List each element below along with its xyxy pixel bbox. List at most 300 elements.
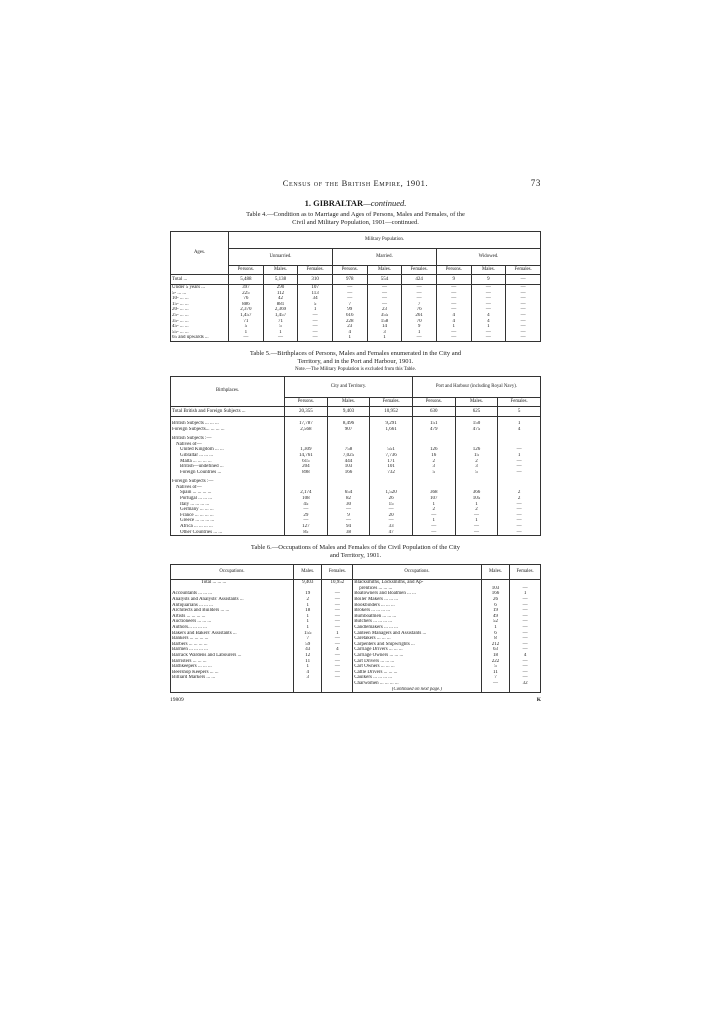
table4-cell: — — [436, 285, 471, 291]
table6-cell: Barmen ... ... ... ... — [171, 647, 294, 653]
table4-cell: — — [402, 291, 437, 297]
table6-cell: — — [510, 619, 541, 625]
table5-cell: — — [498, 524, 541, 530]
table4-cell: 4 — [332, 330, 367, 336]
table4-cell: 424 — [402, 275, 437, 285]
table6-cell: — — [322, 603, 353, 609]
table5-cell: 126 — [455, 447, 498, 453]
table6-cell: — — [322, 653, 353, 659]
table5-cell: 126 — [412, 447, 455, 453]
table4-cell: — — [471, 296, 506, 302]
table5-cell: Natives of— — [171, 485, 285, 491]
table6-cell: 19 — [293, 591, 322, 597]
table4-cell: — — [436, 302, 471, 308]
table4-cell: 3 — [367, 330, 402, 336]
table6-cell: Artists ... ... ... ... — [171, 614, 294, 620]
table4-cell: 55- ... ... — [171, 330, 229, 336]
table4-col-header: Males. — [471, 266, 506, 275]
table6-cell: 1 — [293, 619, 322, 625]
table6-cell: 11 — [481, 670, 510, 676]
table4-cell: 9 — [436, 275, 471, 285]
table4-cell: — — [298, 324, 333, 330]
table4-ages-header: Ages. — [171, 232, 229, 275]
table6-cell: 5 — [481, 664, 510, 670]
table5-cell: 29 — [285, 513, 328, 519]
table4-cell: — — [298, 330, 333, 336]
table6-cell: 212 — [481, 642, 510, 648]
table5-cell: 33 — [370, 524, 413, 530]
table5-cell: 30 — [327, 502, 370, 508]
table6-cell: — — [322, 625, 353, 631]
table6-cell: 63 — [481, 647, 510, 653]
table5-cell: — — [327, 507, 370, 513]
table4-cell: — — [367, 296, 402, 302]
table5-caption-line1: Table 5.—Birthplaces of Persons, Males and Females enumerated in the City and — [249, 349, 462, 357]
table5-cell: 26 — [370, 496, 413, 502]
table6-cell: Butchers ... ... ... ... — [353, 619, 481, 625]
table4-cell: 5- ... ... — [171, 291, 229, 297]
table5-cell: 15 — [455, 453, 498, 459]
table4-cell: — — [506, 324, 541, 330]
section-title-text: 1. GIBRALTAR — [304, 198, 364, 208]
table6-cell: Carpenters and Shipwrights ... — [353, 642, 481, 648]
table6-cell: Auctioneers ... ... ... — [171, 619, 294, 625]
table5-cell: — — [455, 524, 498, 530]
table5-cell: France ... ... ... ... — [171, 513, 285, 519]
table6-col-header: Females. — [510, 565, 541, 580]
table5-cell: 479 — [412, 427, 455, 433]
table4-cell: 5 — [229, 324, 264, 330]
table5-cell: 9,291 — [370, 421, 413, 427]
table6-cell: — — [322, 670, 353, 676]
table4-cell: — — [471, 307, 506, 313]
table4-cell: — — [506, 335, 541, 341]
table6-cell: 4 — [293, 670, 322, 676]
table5-cell: Greece ... ... ... ... — [171, 518, 285, 524]
table5-col-header: Females. — [498, 397, 541, 406]
table4-cell: — — [506, 313, 541, 319]
table5-cell: — — [455, 530, 498, 536]
table4-cell: 1 — [367, 335, 402, 341]
table6-cell: 155 — [293, 631, 322, 637]
table4-cell: 4 — [471, 313, 506, 319]
table6-total-cell: 9,403 — [293, 580, 322, 586]
table4-cell: 4 — [471, 319, 506, 325]
table5-cell: 17,787 — [285, 421, 328, 427]
table6-cell: Billiard Markers ... ... — [171, 675, 294, 681]
table5-port-header: Port and Harbour (including Royal Navy). — [412, 376, 540, 397]
table6-caption-line2: and Territory, 1901. — [329, 552, 382, 560]
table6-caption — [170, 544, 541, 560]
table4-cell: — — [506, 291, 541, 297]
table6-cell: — — [510, 631, 541, 637]
table6-cell: Boiler Makers ... ... ... — [353, 597, 481, 603]
table6-cell: Caulkers ... ... ... ... — [353, 675, 481, 681]
table4-cell: 9 — [402, 324, 437, 330]
table4-col-header: Males. — [263, 266, 298, 275]
table5-cell: 8,496 — [327, 421, 370, 427]
table6-cell: — — [322, 619, 353, 625]
table4-cell: — — [367, 285, 402, 291]
table5 — [170, 376, 541, 536]
table4-cell: — — [298, 335, 333, 341]
table6-empty-cell — [510, 687, 541, 693]
table4-cell: 261 — [402, 313, 437, 319]
table6-cell: 6 — [481, 603, 510, 609]
table5-cell: 151 — [412, 421, 455, 427]
table4-cell: 45- ... ... — [171, 324, 229, 330]
table5-cell: British—undefined ... — [171, 464, 285, 470]
table4-cell: — — [298, 313, 333, 319]
table6-cell: Authors... ... ... ... — [171, 625, 294, 631]
table5-caption-line2: Territory, and in the Port and Harbour, 1901. — [297, 357, 414, 365]
table4-cell: 65 and upwards ... — [171, 335, 229, 341]
table6-cell: 2 — [293, 597, 322, 603]
table4-cell: 10- ... ... — [171, 296, 229, 302]
table5-cell: 1,309 — [285, 447, 328, 453]
table5-cell: — — [327, 518, 370, 524]
table5-cell: 103 — [327, 464, 370, 470]
table5-cell: 366 — [455, 490, 498, 496]
table4-cell: 1 — [436, 324, 471, 330]
table5-cell: 2 — [498, 496, 541, 502]
table4-cell: — — [471, 330, 506, 336]
table4-cell: 23 — [332, 324, 367, 330]
table5-cell: 475 — [455, 427, 498, 433]
table4-cell: 225 — [229, 291, 264, 297]
table6-cell: Canteen Managers and Assistants ... — [353, 631, 481, 637]
table4-cell: 107 — [298, 285, 333, 291]
table6-cell: Boatowners and Boatmen ... ... — [353, 591, 481, 597]
table5-cell: 10,952 — [370, 406, 413, 416]
table4-cell: — — [402, 296, 437, 302]
table6-cell: Analysts and Analysts' Assistants ... — [171, 597, 294, 603]
table4-cell: 290 — [263, 285, 298, 291]
table5-cell: Germany ... ... ... — [171, 507, 285, 513]
table6-cell: — — [510, 636, 541, 642]
table4-cell: 7 — [332, 302, 367, 308]
table6-cell: 103 — [481, 586, 510, 592]
table4-cell: 228 — [332, 319, 367, 325]
section-title — [170, 198, 541, 208]
table4 — [170, 231, 541, 342]
table5-cell: 38 — [327, 530, 370, 536]
table4-col-header: Females. — [298, 266, 333, 275]
table5-cell: Portugal ... ... ... — [171, 496, 285, 502]
table4-widowed-header: Widowed. — [436, 249, 540, 266]
table6-cell: — — [322, 675, 353, 681]
table5-cell: 47 — [370, 530, 413, 536]
table6-col-header: Males. — [481, 565, 510, 580]
table5-cell: 105 — [455, 496, 498, 502]
table6-cell: Architects and Builders ... ... — [171, 608, 294, 614]
table4-cell: — — [436, 296, 471, 302]
table4-col-header: Males. — [367, 266, 402, 275]
table6-cell: 1 — [293, 664, 322, 670]
table5-cell: 654 — [327, 490, 370, 496]
table4-cell: 1 — [298, 307, 333, 313]
table4-cell: — — [332, 285, 367, 291]
table6 — [170, 564, 541, 693]
table4-cell: 70 — [402, 319, 437, 325]
table6-cell: prentices ... ... ... — [353, 586, 481, 592]
table5-cell: 2 — [498, 490, 541, 496]
table6-cell: 32 — [510, 681, 541, 687]
page-footer — [170, 697, 541, 707]
table5-cell: British Subjects ... ... ... — [171, 421, 285, 427]
table5-cell: — — [455, 513, 498, 519]
table4-cell: 1 — [263, 330, 298, 336]
table6-cell: 222 — [481, 659, 510, 665]
table6-cell: — — [510, 647, 541, 653]
table5-cell: 551 — [370, 447, 413, 453]
table6-cell: — — [510, 642, 541, 648]
table4-col-header: Persons. — [229, 266, 264, 275]
table6-cell: 59 — [293, 642, 322, 648]
table6-cell: 11 — [293, 659, 322, 665]
table5-cell: 108 — [285, 496, 328, 502]
table4-cell: 1 — [332, 335, 367, 341]
table6-col-header: Occupations. — [353, 565, 481, 580]
table4-cell: 15- ... ... — [171, 302, 229, 308]
table4-cell: 20- ... ... — [171, 307, 229, 313]
table5-cell: — — [498, 464, 541, 470]
table5-cell: — — [285, 518, 328, 524]
table6-total-cell: Total ... ... ... — [171, 580, 294, 586]
table4-cell: 1,457 — [229, 313, 264, 319]
table4-cell: 42 — [263, 296, 298, 302]
table6-cell: Blacksmiths, Locksmiths, and Ap- — [353, 580, 481, 586]
table6-cell: Antiquarians ... ... ... — [171, 603, 294, 609]
table4-cell: — — [436, 307, 471, 313]
table4-cell: — — [332, 296, 367, 302]
table5-cell: — — [498, 513, 541, 519]
table5-cell: 758 — [327, 447, 370, 453]
table6-cell: 1 — [481, 625, 510, 631]
table6-cell: — — [481, 681, 510, 687]
table5-cell: 368 — [412, 490, 455, 496]
table6-cell: — — [322, 608, 353, 614]
table6-cell: — — [322, 642, 353, 648]
table5-cell: 2 — [412, 459, 455, 465]
table5-cell: — — [412, 524, 455, 530]
table4-total-row — [171, 275, 541, 285]
table5-cell: 94 — [327, 524, 370, 530]
table5-cell: 9 — [327, 513, 370, 519]
table6-cell: Bathkeepers ... ... ... — [171, 664, 294, 670]
table5-cell: 107 — [412, 496, 455, 502]
table5-caption — [170, 350, 541, 366]
table5-cell: Total British and Foreign Subjects ... — [171, 406, 285, 416]
table5-cell: 1,661 — [370, 427, 413, 433]
table4-cell: 554 — [367, 275, 402, 285]
table6-cell: 3 — [293, 675, 322, 681]
table4-cell: 2,369 — [263, 307, 298, 313]
table6-cell: Cart Drivers ... ... ... — [353, 659, 481, 665]
table5-cell: 1 — [455, 518, 498, 524]
table4-cell: — — [506, 319, 541, 325]
table4-cell: 71 — [263, 319, 298, 325]
table5-cell: 204 — [285, 464, 328, 470]
table5-cell: 9,403 — [327, 406, 370, 416]
table4-caption-line2: Civil and Military Population, 1901—continued. — [292, 219, 419, 226]
table6-cell: — — [510, 603, 541, 609]
table4-cell: — — [506, 296, 541, 302]
table6-cell: — — [322, 664, 353, 670]
table6-cell: 18 — [481, 653, 510, 659]
table5-cell: 3 — [412, 464, 455, 470]
table4-cell: 76 — [229, 296, 264, 302]
table6-column-headers — [171, 565, 541, 580]
table5-cell: 630 — [412, 406, 455, 416]
table4-cell: — — [471, 291, 506, 297]
section-title-cont: —continued. — [363, 198, 407, 208]
table6-cell: — — [510, 625, 541, 631]
table4-col-header: Females. — [402, 266, 437, 275]
table5-cell: 2 — [455, 507, 498, 513]
table4-cell: 4 — [436, 313, 471, 319]
table4-caption-line1: Table 4.—Condition as to Marriage and Ages of Persons, Males and Females, of the — [246, 211, 465, 218]
table5-cell: 45 — [285, 502, 328, 508]
table6-cell: 8 — [481, 636, 510, 642]
table4-cell: — — [436, 291, 471, 297]
table6-cell: 26 — [481, 597, 510, 603]
footer-print-code: 19809 — [170, 697, 184, 704]
table4-cell: 71 — [229, 319, 264, 325]
table4-cell: — — [506, 302, 541, 308]
table4-cell: 1 — [402, 330, 437, 336]
table5-cell: 15 — [370, 502, 413, 508]
table5-cell: 171 — [370, 459, 413, 465]
table5-cell: 127 — [285, 524, 328, 530]
table5-cell: — — [498, 507, 541, 513]
table5-cell: Other Countries ... ... — [171, 530, 285, 536]
table5-cell: 14,761 — [285, 453, 328, 459]
table4-cell: — — [298, 319, 333, 325]
table4-group-header: Military Population. — [229, 232, 541, 249]
table5-cell: 5 — [412, 470, 455, 476]
running-title: Census of the British Empire, 1901. — [282, 178, 429, 188]
table4-cell: — — [436, 330, 471, 336]
table5-cell: 7,025 — [327, 453, 370, 459]
table6-cell: Bankers ... ... ... ... — [171, 636, 294, 642]
table5-cell: 907 — [327, 427, 370, 433]
table5-cell: — — [498, 459, 541, 465]
table5-birthplaces-header: Birthplaces. — [171, 376, 285, 406]
table5-cell: 2,568 — [285, 427, 328, 433]
table5-cell: Malta ... ... ... ... — [171, 459, 285, 465]
table4-cell: Total ... — [171, 275, 229, 285]
table6-cell: 1 — [293, 614, 322, 620]
table5-cell: 615 — [285, 459, 328, 465]
table6-caption-line1: Table 6.—Occupations of Males and Females of the Civil Population of the City — [250, 544, 461, 552]
table4-cell: 310 — [298, 275, 333, 285]
table4-cell: — — [367, 302, 402, 308]
table5-col-header: Persons. — [412, 397, 455, 406]
table4-cell: — — [506, 285, 541, 291]
table4-cell: — — [402, 285, 437, 291]
table5-cell: 3 — [455, 464, 498, 470]
table4-cell: 5,138 — [263, 275, 298, 285]
table4-cell: 14 — [367, 324, 402, 330]
table-row — [171, 335, 541, 341]
table4-cell: 9 — [471, 275, 506, 285]
table5-cell: — — [498, 502, 541, 508]
table6-cell: — — [510, 659, 541, 665]
table6-cell: — — [510, 614, 541, 620]
table5-cell: 16 — [412, 453, 455, 459]
table4-cell: 1 — [229, 330, 264, 336]
table6-cell: — — [510, 670, 541, 676]
table4-caption — [170, 211, 541, 227]
table6-cell: 19 — [481, 608, 510, 614]
table6-total-cell: 10,952 — [322, 580, 353, 586]
table6-empty-cell — [171, 687, 294, 693]
table5-cell: 7,736 — [370, 453, 413, 459]
table6-cell: 1 — [293, 603, 322, 609]
table6-cell: 1 — [293, 625, 322, 631]
table5-col-header: Persons. — [285, 397, 328, 406]
table5-col-header: Males. — [327, 397, 370, 406]
table5-cell: 2 — [412, 507, 455, 513]
table5-cell: 1 — [498, 453, 541, 459]
table5-cell: 101 — [370, 464, 413, 470]
table5-cell: — — [412, 530, 455, 536]
table4-unmarried-header: Unmarried. — [229, 249, 333, 266]
table5-cell: Gibraltar ... ... ... — [171, 453, 285, 459]
table6-col-header: Males. — [293, 565, 322, 580]
table4-cell: 886 — [229, 302, 264, 308]
table6-cell: Cart Owners ... ... ... — [353, 664, 481, 670]
table5-cell: 898 — [285, 470, 328, 476]
table4-cell: — — [506, 307, 541, 313]
table6-cell: 6 — [481, 631, 510, 637]
table5-cell: 1 — [498, 421, 541, 427]
table5-cell: 2 — [455, 459, 498, 465]
table5-cell: — — [498, 447, 541, 453]
table5-cell: — — [498, 518, 541, 524]
table4-cell: — — [229, 335, 264, 341]
table5-cell: 82 — [327, 496, 370, 502]
table5-cell: 20,355 — [285, 406, 328, 416]
table4-cell: — — [471, 302, 506, 308]
table4-cell: 158 — [367, 319, 402, 325]
table4-cell: 76 — [402, 307, 437, 313]
table4-cell: 881 — [263, 302, 298, 308]
table4-cell: 1 — [471, 324, 506, 330]
table5-cell: — — [285, 507, 328, 513]
table4-cell: 25- ... ... — [171, 313, 229, 319]
table6-cell: Barbers ... ... ... ... — [171, 642, 294, 648]
table4-cell: — — [506, 275, 541, 285]
table4-cell: 2,370 — [229, 307, 264, 313]
table5-cell: 5 — [498, 406, 541, 416]
table6-cell: 52 — [481, 619, 510, 625]
table5-cell: 732 — [370, 470, 413, 476]
table5-cell: — — [370, 507, 413, 513]
table5-col-header: Males. — [455, 397, 498, 406]
table5-cell: 5 — [455, 470, 498, 476]
table6-cell: 1 — [322, 631, 353, 637]
table6-cell: 4 — [322, 647, 353, 653]
table4-cell: 355 — [367, 313, 402, 319]
table6-cell: — — [322, 597, 353, 603]
table4-cell: 5,488 — [229, 275, 264, 285]
table5-cell: Africa ... ... ... ... — [171, 524, 285, 530]
continued-note: (Continued on next page.) — [353, 687, 481, 693]
table5-cell: 20 — [370, 513, 413, 519]
table4-cell: — — [471, 285, 506, 291]
